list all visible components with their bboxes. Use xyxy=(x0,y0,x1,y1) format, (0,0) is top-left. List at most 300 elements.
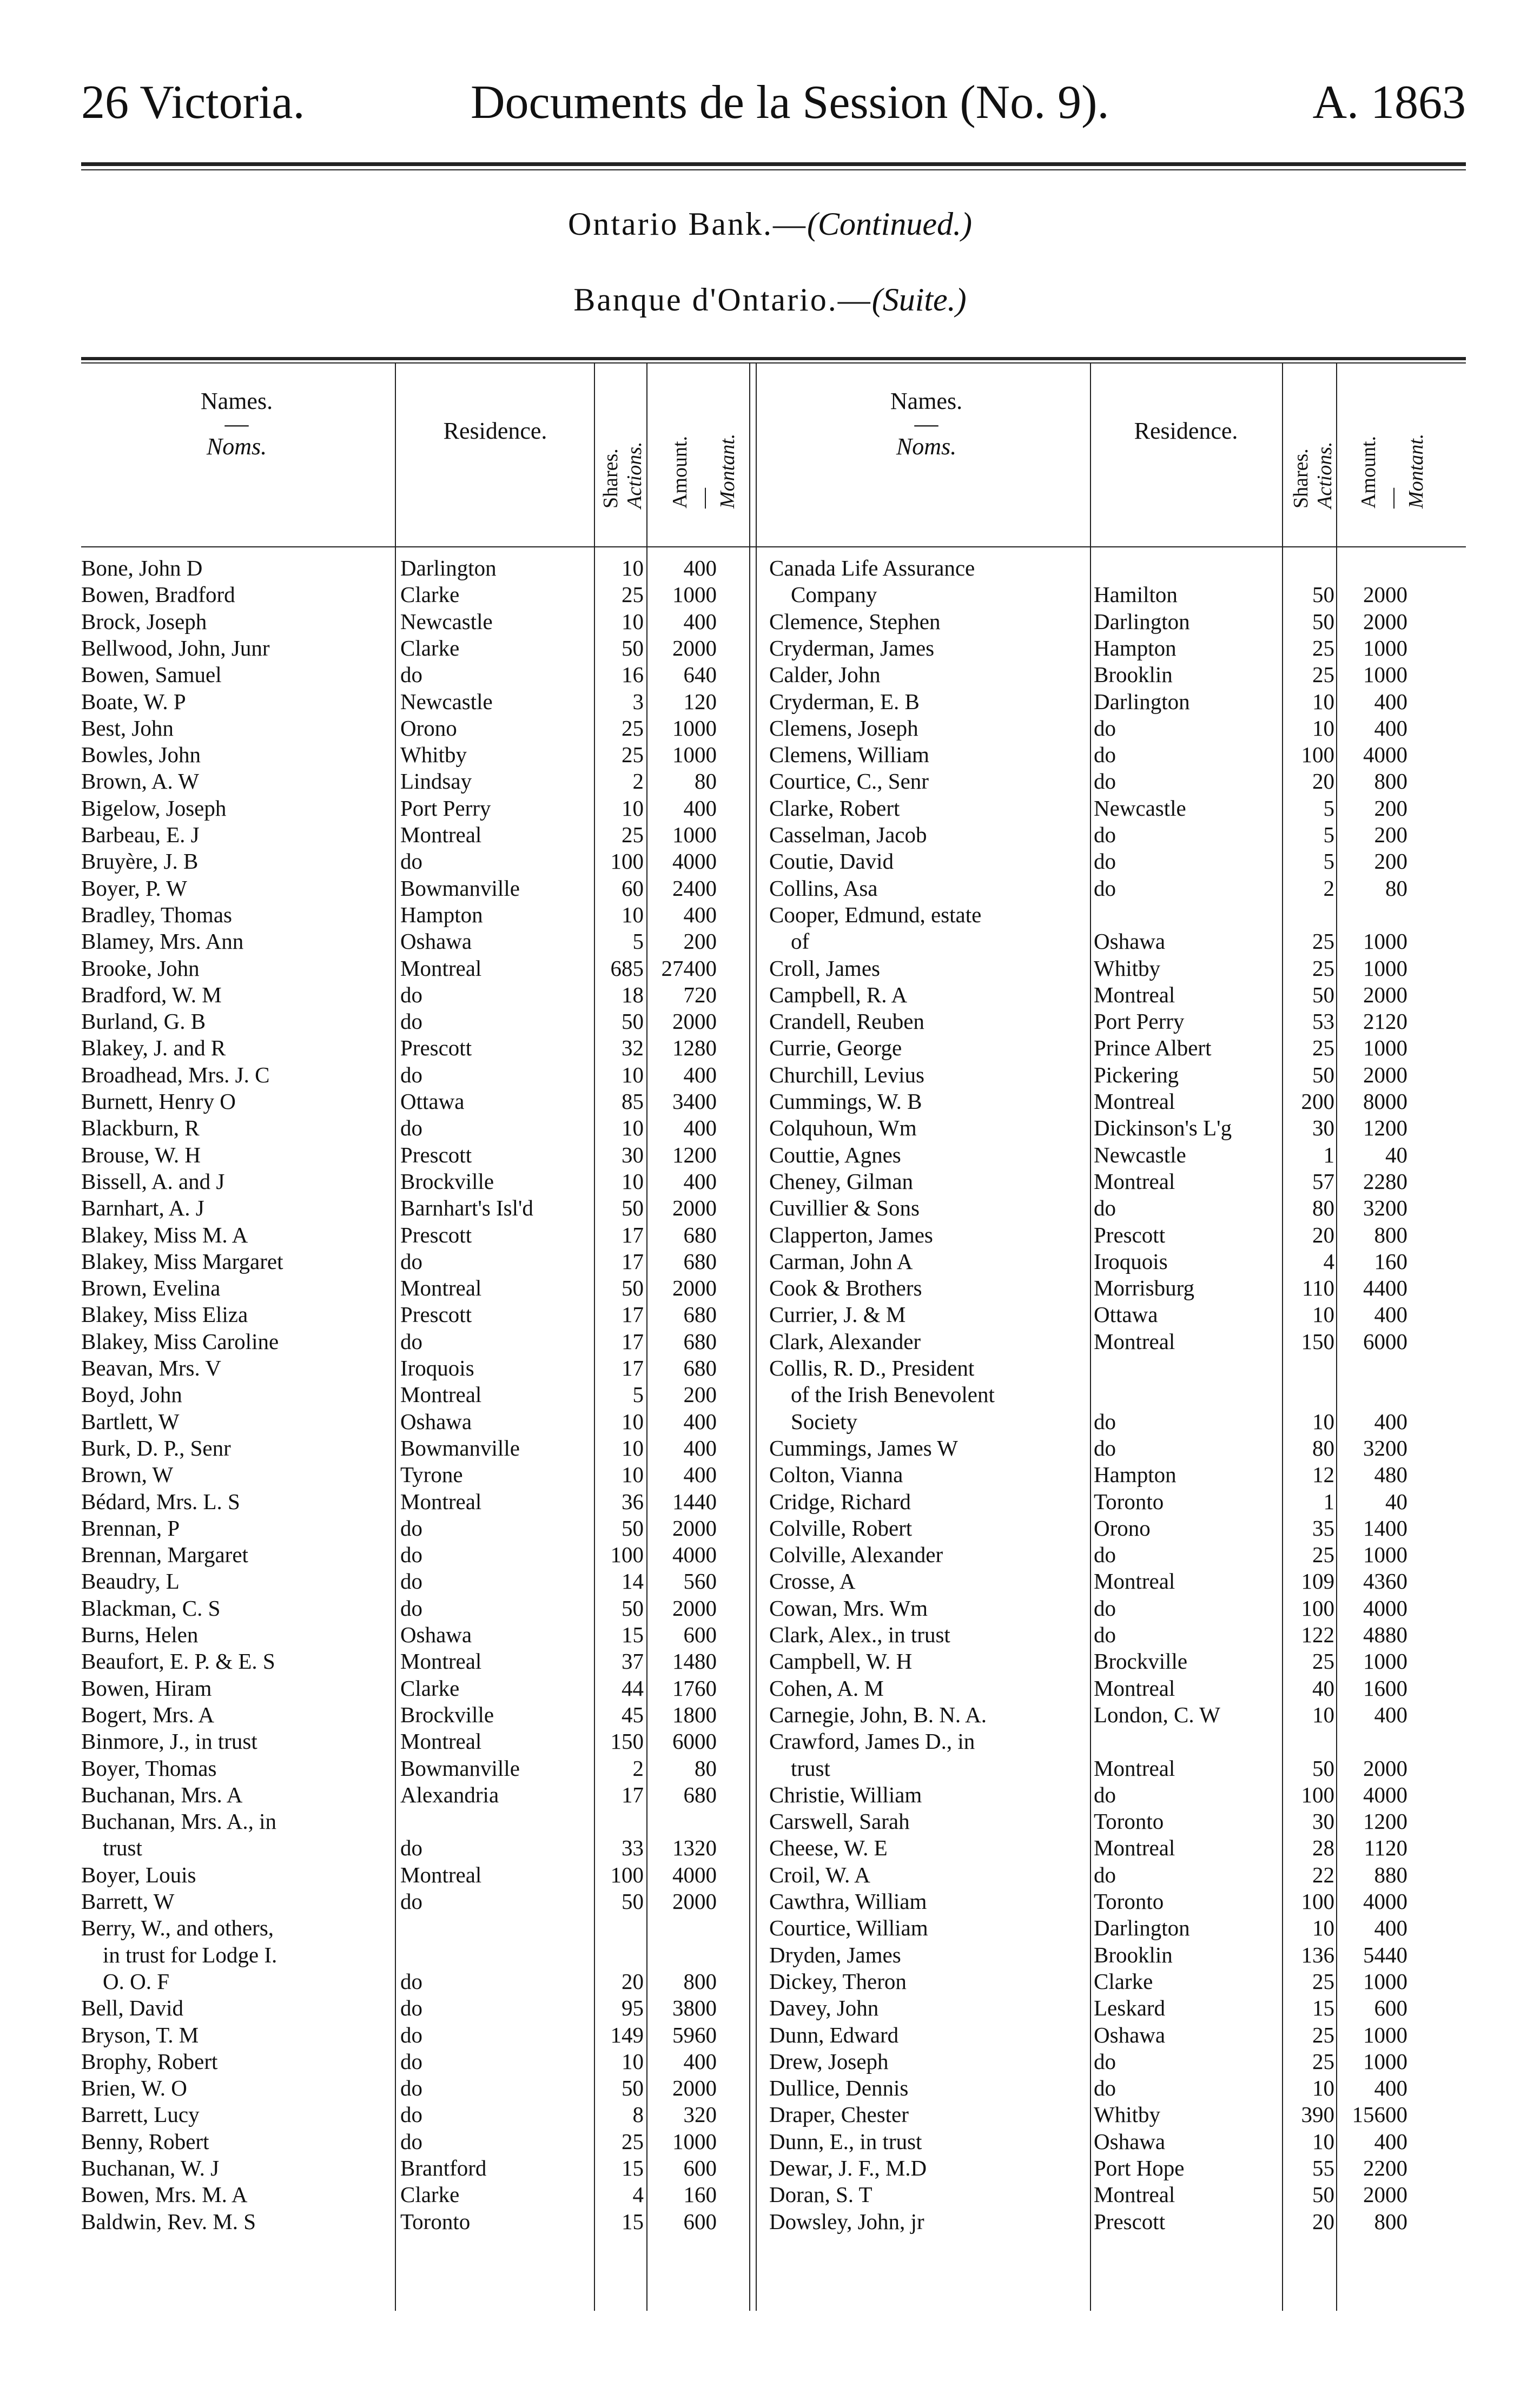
amount-value: 2000 xyxy=(672,1515,717,1541)
shares-value: 10 xyxy=(1312,1702,1334,1727)
residence: do xyxy=(1094,715,1116,741)
amount-value: 600 xyxy=(683,1622,717,1647)
shareholder-name: Brien, W. O xyxy=(81,2075,187,2101)
residence: Montreal xyxy=(400,1862,482,1887)
shares-value: 45 xyxy=(622,1702,644,1727)
residence: do xyxy=(1094,1862,1116,1887)
amount-value: 2200 xyxy=(1363,2156,1407,2180)
amount-value: 160 xyxy=(683,2182,717,2207)
column-header-amount: Amount. — Montant. xyxy=(669,433,739,508)
shareholder-name: Cummings, W. B xyxy=(769,1089,922,1114)
residence: Bowmanville xyxy=(400,1755,520,1781)
amount-value: 2000 xyxy=(1363,1062,1407,1087)
residence: Clarke xyxy=(1094,1968,1153,1994)
shares-value: 10 xyxy=(1312,2128,1334,2154)
amount-value: 2000 xyxy=(1363,982,1407,1007)
residence: do xyxy=(1094,1595,1116,1621)
shareholder-name: Cohen, A. M xyxy=(769,1675,884,1701)
table-row xyxy=(769,1834,1407,1861)
shares-value: 10 xyxy=(1312,1302,1334,1327)
table-row xyxy=(81,2181,717,2208)
table-row xyxy=(81,2101,717,2128)
amount-value: 400 xyxy=(1374,2075,1407,2101)
shareholder-name: Brouse, W. H xyxy=(81,1142,201,1167)
shares-value: 100 xyxy=(1301,1889,1334,1914)
shareholder-name: Bowen, Mrs. M. A xyxy=(81,2182,248,2207)
shareholder-name: Calder, John xyxy=(769,662,881,688)
table-row xyxy=(81,1994,717,2021)
residence: Montreal xyxy=(400,1489,482,1514)
amount-value: 400 xyxy=(683,1409,717,1434)
shares-value: 35 xyxy=(1312,1515,1334,1541)
table-row xyxy=(81,795,717,822)
residence: do xyxy=(400,1569,422,1594)
amount-value: 400 xyxy=(683,1462,717,1488)
residence: do xyxy=(1094,1782,1116,1807)
amount-value: 4000 xyxy=(672,1542,717,1568)
table-row xyxy=(769,2208,1407,2235)
shareholder-name: Bowen, Hiram xyxy=(81,1675,212,1701)
shares-value: 37 xyxy=(622,1649,644,1674)
residence: Montreal xyxy=(400,1275,482,1301)
amount-value: 600 xyxy=(683,2209,717,2234)
shareholder-name: Colville, Alexander xyxy=(769,1542,943,1568)
shareholder-name: Bissell, A. and J xyxy=(81,1168,225,1194)
shareholder-name: Cuvillier & Sons xyxy=(769,1195,920,1221)
shareholder-name: Buchanan, W. J xyxy=(81,2156,220,2180)
shareholder-name: Benny, Robert xyxy=(81,2128,209,2154)
residence: Clarke xyxy=(400,2182,460,2207)
shareholder-name: Brennan, P xyxy=(81,1515,180,1541)
table-row xyxy=(769,1461,1407,1488)
shares-value: 10 xyxy=(622,1115,644,1141)
residence: Montreal xyxy=(400,1729,482,1754)
residence: Whitby xyxy=(1094,2102,1160,2127)
residence: do xyxy=(1094,822,1116,847)
shareholder-name: Dowsley, John, jr xyxy=(769,2209,924,2234)
shareholder-name: Boate, W. P xyxy=(81,689,186,714)
residence: Toronto xyxy=(1094,1889,1164,1914)
shareholder-name: Currie, George xyxy=(769,1035,902,1061)
center-divider-a xyxy=(749,363,750,2311)
table-row xyxy=(81,1781,717,1808)
table-row xyxy=(769,2101,1407,2128)
shares-value: 10 xyxy=(622,1168,644,1194)
residence: Ottawa xyxy=(1094,1302,1158,1327)
table-row xyxy=(81,1808,717,1835)
residence: Clarke xyxy=(400,635,460,660)
residence: do xyxy=(400,2128,422,2154)
table-row xyxy=(769,1088,1407,1115)
table-row xyxy=(769,1034,1407,1061)
shareholder-name: Cowan, Mrs. Wm xyxy=(769,1595,928,1621)
shares-value: 10 xyxy=(1312,715,1334,741)
shares-value: 50 xyxy=(1312,609,1334,634)
residence: Lindsay xyxy=(400,769,472,794)
shareholder-name: Burnett, Henry O xyxy=(81,1089,236,1114)
amount-value: 4000 xyxy=(1363,1595,1407,1621)
shares-value: 25 xyxy=(622,2128,644,2154)
table-row xyxy=(769,848,1407,875)
table-row xyxy=(769,2154,1407,2182)
table-row xyxy=(81,1088,717,1115)
header-rule-thin xyxy=(81,169,1466,170)
residence: do xyxy=(400,1328,422,1354)
residence: do xyxy=(400,849,422,874)
shares-value: 10 xyxy=(622,902,644,927)
shareholder-name: Buchanan, Mrs. A xyxy=(81,1782,243,1807)
shareholder-name: Colquhoun, Wm xyxy=(769,1115,917,1141)
shareholder-name: Colton, Vianna xyxy=(769,1462,903,1488)
title-french: Banque d'Ontario. xyxy=(573,282,838,318)
shares-value: 50 xyxy=(1312,582,1334,607)
table-row xyxy=(769,1861,1407,1888)
residence: Montreal xyxy=(400,1382,482,1407)
table-row xyxy=(769,608,1407,635)
table-row xyxy=(81,875,717,902)
shareholder-name: Burns, Helen xyxy=(81,1622,199,1647)
table-row xyxy=(769,2181,1407,2208)
shareholder-name: Campbell, R. A xyxy=(769,982,908,1007)
amount-value: 2000 xyxy=(672,1275,717,1301)
table-row xyxy=(769,715,1407,742)
shares-value: 50 xyxy=(622,1889,644,1914)
shareholder-name: Bell, David xyxy=(81,1995,184,2021)
shares-value: 50 xyxy=(622,1195,644,1221)
shares-value: 44 xyxy=(622,1675,644,1701)
residence: Prescott xyxy=(400,1142,472,1167)
residence: Brockville xyxy=(400,1168,494,1194)
amount-value: 2400 xyxy=(672,875,717,901)
table-row xyxy=(769,1141,1407,1168)
shares-value: 50 xyxy=(622,1275,644,1301)
amount-value: 3200 xyxy=(1363,1435,1407,1460)
amount-value: 4000 xyxy=(672,849,717,874)
table-row xyxy=(81,1755,717,1782)
table-row xyxy=(769,955,1407,982)
table-row xyxy=(81,768,717,795)
residence: Brockville xyxy=(1094,1649,1188,1674)
residence: Montreal xyxy=(400,1649,482,1674)
residence: Montreal xyxy=(1094,1755,1175,1781)
table-row xyxy=(81,955,717,982)
shares-value: 4 xyxy=(1323,1248,1334,1274)
table-row xyxy=(769,1008,1407,1035)
shareholder-name: Crawford, James D., in xyxy=(769,1729,975,1754)
table-row xyxy=(769,1328,1407,1355)
amount-value: 1000 xyxy=(1363,929,1407,954)
table-row xyxy=(81,1354,717,1381)
amount-value: 80 xyxy=(1385,875,1407,901)
shareholder-name: Blackman, C. S xyxy=(81,1595,221,1621)
table-row xyxy=(769,1728,1407,1755)
residence: Oshawa xyxy=(400,1622,472,1647)
amount-value: 480 xyxy=(1374,1462,1407,1488)
table-row xyxy=(81,1114,717,1141)
residence: Oshawa xyxy=(400,929,472,954)
amount-value: 400 xyxy=(683,1115,717,1141)
shareholder-name: Cryderman, E. B xyxy=(769,689,920,714)
shareholder-name: of xyxy=(791,929,810,954)
shares-value: 50 xyxy=(1312,2182,1334,2207)
table-row xyxy=(769,1675,1407,1702)
amount-value: 5960 xyxy=(672,2022,717,2047)
residence: do xyxy=(400,2022,422,2047)
amount-value: 4360 xyxy=(1363,1569,1407,1594)
left-amount-divider xyxy=(646,363,647,2311)
residence: Hampton xyxy=(1094,1462,1177,1488)
residence: do xyxy=(1094,875,1116,901)
shareholder-name: Churchill, Levius xyxy=(769,1062,924,1087)
amount-value: 1200 xyxy=(1363,1809,1407,1834)
shares-value: 110 xyxy=(1302,1275,1334,1301)
table-row xyxy=(81,1141,717,1168)
shareholder-name: Blakey, Miss Margaret xyxy=(81,1248,283,1274)
residence: Orono xyxy=(1094,1515,1151,1541)
shares-value: 32 xyxy=(622,1035,644,1061)
amount-value: 1120 xyxy=(1364,1835,1407,1861)
shares-value: 25 xyxy=(1312,1649,1334,1674)
shareholder-name: Davey, John xyxy=(769,1995,879,2021)
table-row xyxy=(81,1701,717,1728)
shares-value: 50 xyxy=(1312,1062,1334,1087)
shares-value: 18 xyxy=(622,982,644,1007)
amount-value: 2000 xyxy=(672,635,717,660)
shareholder-name: Cridge, Richard xyxy=(769,1489,911,1514)
right-amount-divider xyxy=(1336,363,1337,2311)
amount-value: 8000 xyxy=(1363,1089,1407,1114)
amount-value: 4880 xyxy=(1363,1622,1407,1647)
shares-value: 5 xyxy=(1323,795,1334,821)
table-row xyxy=(769,1541,1407,1568)
table-row xyxy=(81,1648,717,1675)
shareholder-name: Clemens, Joseph xyxy=(769,715,918,741)
year-label: A. 1863 xyxy=(1312,76,1466,129)
shares-value: 50 xyxy=(1312,982,1334,1007)
shares-value: 50 xyxy=(1312,1755,1334,1781)
residence: do xyxy=(1094,1542,1116,1568)
shares-value: 25 xyxy=(1312,2022,1334,2047)
shares-value: 25 xyxy=(622,715,644,741)
residence: Bowmanville xyxy=(400,875,520,901)
shares-value: 25 xyxy=(1312,1035,1334,1061)
table-row xyxy=(81,1221,717,1248)
shares-value: 20 xyxy=(1312,769,1334,794)
amount-value: 400 xyxy=(1374,715,1407,741)
shareholder-name: Brown, A. W xyxy=(81,769,199,794)
shares-value: 10 xyxy=(622,2048,644,2074)
shares-value: 53 xyxy=(1312,1009,1334,1034)
residence: Darlington xyxy=(1094,1915,1190,1941)
table-row xyxy=(81,1834,717,1861)
section-title-english: Ontario Bank.—(Continued.) xyxy=(568,206,972,242)
shares-value: 10 xyxy=(622,556,644,580)
amount-value: 2000 xyxy=(672,1195,717,1221)
table-row xyxy=(81,1328,717,1355)
residence: do xyxy=(400,1062,422,1087)
amount-value: 1000 xyxy=(1363,1542,1407,1568)
amount-value: 1000 xyxy=(672,2128,717,2154)
residence: Ottawa xyxy=(400,1089,465,1114)
table-row xyxy=(769,581,1407,608)
table-row xyxy=(81,1541,717,1568)
shareholder-name: Company xyxy=(791,582,877,607)
shareholder-name: Collins, Asa xyxy=(769,875,878,901)
residence: Newcastle xyxy=(1094,1142,1186,1167)
amount-value: 2280 xyxy=(1363,1168,1407,1194)
table-row xyxy=(769,1888,1407,1915)
table-row xyxy=(769,1568,1407,1595)
shareholder-name: Brown, W xyxy=(81,1462,174,1488)
shares-value: 25 xyxy=(1312,929,1334,954)
shares-value: 50 xyxy=(622,1515,644,1541)
right-residence-divider xyxy=(1090,363,1091,2311)
table-row xyxy=(769,1194,1407,1221)
amount-value: 1400 xyxy=(1363,1515,1407,1541)
table-row xyxy=(769,928,1407,955)
shareholder-name: trust xyxy=(103,1835,142,1861)
shares-value: 36 xyxy=(622,1489,644,1514)
shareholder-name: Doran, S. T xyxy=(769,2182,873,2207)
shareholder-name: Clarke, Robert xyxy=(769,795,900,821)
residence: Orono xyxy=(400,715,457,741)
shareholder-name: O. O. F xyxy=(103,1968,170,1994)
shareholder-name: Dullice, Dennis xyxy=(769,2075,909,2101)
amount-value: 400 xyxy=(683,795,717,821)
title-english: Ontario Bank. xyxy=(568,206,773,242)
shareholder-name: Clark, Alexander xyxy=(769,1328,921,1354)
shareholder-name: Bowen, Bradford xyxy=(81,582,235,607)
table-row xyxy=(769,688,1407,715)
table-row xyxy=(769,554,1407,581)
shares-value: 3 xyxy=(632,689,644,714)
amount-value: 2000 xyxy=(1363,582,1407,607)
amount-value: 40 xyxy=(1385,1142,1407,1167)
shares-value: 30 xyxy=(1312,1809,1334,1834)
amount-value: 2000 xyxy=(672,1009,717,1034)
residence: do xyxy=(1094,849,1116,874)
amount-value: 1480 xyxy=(672,1649,717,1674)
table-row xyxy=(81,741,717,768)
table-row xyxy=(81,928,717,955)
table-row xyxy=(769,1274,1407,1301)
shares-value: 40 xyxy=(1312,1675,1334,1701)
shares-value: 15 xyxy=(622,2156,644,2180)
shareholder-name: Cooper, Edmund, estate xyxy=(769,902,982,927)
shareholder-name: Canada Life Assurance xyxy=(769,556,975,580)
residence: Oshawa xyxy=(1094,2128,1166,2154)
shareholder-name: Carman, John A xyxy=(769,1248,913,1274)
shares-value: 1 xyxy=(1323,1489,1334,1514)
residence: Clarke xyxy=(400,1675,460,1701)
table-row xyxy=(81,1461,717,1488)
shares-value: 5 xyxy=(632,1382,644,1407)
amount-value: 400 xyxy=(683,1435,717,1460)
table-row xyxy=(769,1488,1407,1515)
table-row xyxy=(81,661,717,688)
shares-value: 55 xyxy=(1312,2156,1334,2180)
shareholder-name: Bartlett, W xyxy=(81,1409,180,1434)
amount-value: 720 xyxy=(683,982,717,1007)
amount-value: 200 xyxy=(683,929,717,954)
shares-value: 80 xyxy=(1312,1435,1334,1460)
amount-value: 27400 xyxy=(661,955,717,981)
shareholder-name: Currier, J. & M xyxy=(769,1302,906,1327)
shareholder-name: Dewar, J. F., M.D xyxy=(769,2156,927,2180)
table-row xyxy=(81,1675,717,1702)
shareholder-name: Courtice, C., Senr xyxy=(769,769,929,794)
shareholder-name: Brophy, Robert xyxy=(81,2048,218,2074)
shares-value: 25 xyxy=(1312,1542,1334,1568)
table-row xyxy=(769,1994,1407,2021)
amount-value: 160 xyxy=(1374,1248,1407,1274)
shareholder-name: Carnegie, John, B. N. A. xyxy=(769,1702,987,1727)
amount-value: 400 xyxy=(1374,689,1407,714)
shares-value: 17 xyxy=(622,1356,644,1380)
residence: do xyxy=(400,1515,422,1541)
shares-value: 100 xyxy=(1301,1782,1334,1807)
shares-value: 2 xyxy=(632,1755,644,1781)
residence: Bowmanville xyxy=(400,1435,520,1460)
residence: do xyxy=(400,1968,422,1994)
residence: Prescott xyxy=(400,1035,472,1061)
table-row xyxy=(81,1595,717,1622)
right-shares-divider xyxy=(1282,363,1283,2311)
shares-value: 17 xyxy=(622,1302,644,1327)
amount-value: 1600 xyxy=(1363,1675,1407,1701)
amount-value: 800 xyxy=(1374,2209,1407,2234)
table-row xyxy=(769,795,1407,822)
amount-value: 600 xyxy=(683,2156,717,2180)
residence: Whitby xyxy=(400,742,467,768)
shares-value: 2 xyxy=(632,769,644,794)
residence: Hampton xyxy=(400,902,483,927)
residence: do xyxy=(400,1889,422,1914)
shares-value: 5 xyxy=(1323,849,1334,874)
table-row xyxy=(81,1914,717,1941)
table-row xyxy=(769,1248,1407,1275)
amount-value: 400 xyxy=(683,1062,717,1087)
shares-value: 5 xyxy=(1323,822,1334,847)
shareholder-name: Clemence, Stephen xyxy=(769,609,941,634)
table-row xyxy=(769,1781,1407,1808)
table-row xyxy=(769,1968,1407,1995)
table-row xyxy=(769,1221,1407,1248)
shareholder-name: Brock, Joseph xyxy=(81,609,207,634)
residence: Prescott xyxy=(400,1222,472,1247)
residence: Montreal xyxy=(1094,1569,1175,1594)
amount-value: 4000 xyxy=(672,1862,717,1887)
column-header-residence-right: Residence. xyxy=(1134,418,1238,444)
residence: do xyxy=(400,1115,422,1141)
amount-value: 400 xyxy=(683,902,717,927)
shares-value: 100 xyxy=(610,849,644,874)
amount-value: 1000 xyxy=(1363,2048,1407,2074)
shareholder-name: Brooke, John xyxy=(81,955,200,981)
shares-value: 10 xyxy=(622,1435,644,1460)
shareholder-name: Brennan, Margaret xyxy=(81,1542,248,1568)
amount-value: 400 xyxy=(683,609,717,634)
residence: Hamilton xyxy=(1094,582,1178,607)
column-header-names: Names. — Noms. xyxy=(200,388,273,460)
residence: Iroquois xyxy=(1094,1248,1168,1274)
shareholder-name: Collis, R. D., President xyxy=(769,1356,975,1380)
residence: Alexandria xyxy=(400,1782,499,1807)
amount-value: 2000 xyxy=(672,1595,717,1621)
residence: Clarke xyxy=(400,582,460,607)
shares-value: 17 xyxy=(622,1248,644,1274)
amount-value: 600 xyxy=(1374,1995,1407,2021)
